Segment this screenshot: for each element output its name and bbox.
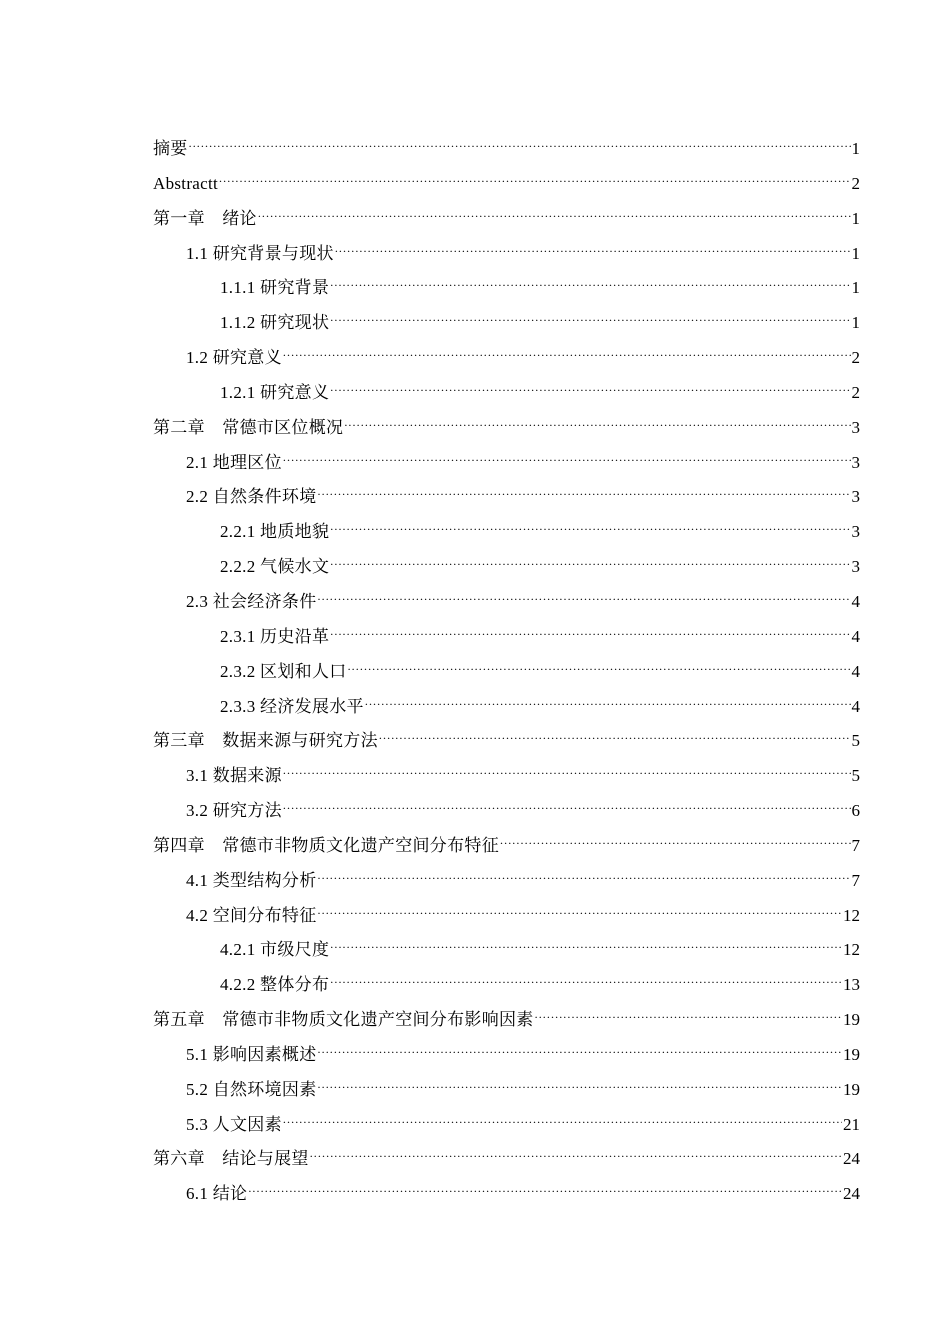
toc-entry-title: 5.3 人文因素 bbox=[186, 1114, 282, 1134]
toc-entry[interactable] bbox=[153, 310, 860, 345]
toc-dot-leader bbox=[330, 276, 850, 293]
toc-entry-title: 4.2 空间分布特征 bbox=[186, 905, 317, 925]
toc-entry-title: 2.2 自然条件环境 bbox=[186, 487, 317, 507]
toc-entry[interactable] bbox=[153, 589, 860, 624]
toc-dot-leader bbox=[248, 1182, 842, 1199]
toc-entry-title: 第一章 绪论 bbox=[153, 208, 257, 228]
toc-entry-page-number: 19 bbox=[843, 1079, 860, 1099]
toc-entry-page-number: 5 bbox=[851, 731, 860, 751]
toc-dot-leader bbox=[330, 311, 850, 328]
toc-entry[interactable] bbox=[153, 554, 860, 589]
toc-entry[interactable] bbox=[153, 659, 860, 694]
toc-entry[interactable] bbox=[153, 345, 860, 380]
toc-dot-leader bbox=[283, 799, 851, 816]
toc-entry-page-number: 1 bbox=[851, 243, 860, 263]
toc-entry[interactable] bbox=[153, 1077, 860, 1112]
toc-entry-title: 1.1.2 研究现状 bbox=[220, 313, 330, 333]
toc-entry-page-number: 2 bbox=[851, 382, 860, 402]
toc-entry-page-number: 4 bbox=[851, 696, 860, 716]
toc-entry-title: 1.2 研究意义 bbox=[186, 348, 282, 368]
toc-entry-page-number: 1 bbox=[851, 208, 860, 228]
toc-dot-leader bbox=[310, 1147, 842, 1164]
toc-entry-title: 摘要 bbox=[153, 139, 188, 158]
toc-entry-page-number: 24 bbox=[843, 1149, 860, 1169]
toc-dot-leader bbox=[258, 207, 851, 224]
toc-entry-page-number: 3 bbox=[851, 417, 860, 437]
toc-entry-page-number: 2 bbox=[851, 173, 860, 193]
toc-entry-title: 第六章 结论与展望 bbox=[153, 1149, 309, 1169]
toc-entry-page-number: 1 bbox=[851, 313, 860, 333]
toc-dot-leader bbox=[335, 242, 851, 259]
toc-entry[interactable] bbox=[153, 1146, 860, 1181]
toc-entry-title: 2.3 社会经济条件 bbox=[186, 591, 317, 611]
toc-dot-leader bbox=[500, 834, 851, 851]
toc-entry[interactable] bbox=[153, 868, 860, 903]
toc-entry[interactable] bbox=[153, 241, 860, 276]
toc-entry[interactable] bbox=[153, 450, 860, 485]
toc-entry[interactable] bbox=[153, 972, 860, 1007]
toc-dot-leader bbox=[330, 938, 842, 955]
toc-dot-leader bbox=[365, 695, 851, 712]
toc-entry-title: 3.1 数据来源 bbox=[186, 766, 282, 786]
toc-entry-page-number: 7 bbox=[851, 835, 860, 855]
toc-entry-page-number: 4 bbox=[851, 626, 860, 646]
toc-entry-page-number: 3 bbox=[851, 557, 860, 577]
toc-entry-title: 2.1 地理区位 bbox=[186, 452, 282, 472]
toc-entry[interactable] bbox=[153, 171, 860, 206]
toc-entry-page-number: 4 bbox=[851, 591, 860, 611]
toc-entry-page-number: 12 bbox=[843, 905, 860, 925]
toc-entry-title: 3.2 研究方法 bbox=[186, 801, 282, 821]
toc-entry-page-number: 13 bbox=[843, 975, 860, 995]
toc-entry-title: 第三章 数据来源与研究方法 bbox=[153, 731, 378, 751]
toc-entry[interactable] bbox=[153, 1042, 860, 1077]
toc-dot-leader bbox=[330, 625, 850, 642]
toc-entry[interactable] bbox=[153, 1112, 860, 1147]
toc-entry[interactable] bbox=[153, 798, 860, 833]
toc-entry[interactable] bbox=[153, 1181, 860, 1216]
toc-entry-title: 5.2 自然环境因素 bbox=[186, 1079, 317, 1099]
toc-entry[interactable] bbox=[153, 206, 860, 241]
toc-dot-leader bbox=[330, 973, 842, 990]
toc-entry[interactable] bbox=[153, 903, 860, 938]
toc-entry-title: 4.2.1 市级尺度 bbox=[220, 940, 330, 960]
toc-entry[interactable] bbox=[153, 833, 860, 868]
toc-dot-leader bbox=[535, 1008, 842, 1025]
toc-dot-leader bbox=[330, 555, 850, 572]
toc-dot-leader bbox=[379, 729, 851, 746]
toc-dot-leader bbox=[283, 1113, 842, 1130]
toc-dot-leader bbox=[318, 869, 851, 886]
toc-dot-leader bbox=[318, 1078, 843, 1095]
toc-entry[interactable] bbox=[153, 694, 860, 729]
toc-entry-page-number: 21 bbox=[843, 1114, 860, 1134]
toc-dot-leader bbox=[189, 137, 851, 154]
toc-entry-page-number: 6 bbox=[851, 801, 860, 821]
toc-dot-leader bbox=[318, 904, 843, 921]
toc-entry-page-number: 7 bbox=[851, 870, 860, 890]
toc-dot-leader bbox=[219, 172, 850, 189]
toc-dot-leader bbox=[344, 416, 850, 433]
toc-entry[interactable] bbox=[153, 275, 860, 310]
toc-entry-page-number: 3 bbox=[851, 452, 860, 472]
toc-dot-leader bbox=[318, 485, 851, 502]
toc-entry[interactable] bbox=[153, 519, 860, 554]
toc-entry-title: 4.2.2 整体分布 bbox=[220, 975, 330, 995]
toc-entry-title: 第二章 常德市区位概况 bbox=[153, 417, 344, 437]
toc-dot-leader bbox=[318, 590, 851, 607]
toc-entry-page-number: 24 bbox=[843, 1184, 860, 1204]
toc-dot-leader bbox=[283, 346, 851, 363]
toc-dot-leader bbox=[348, 660, 851, 677]
toc-dot-leader bbox=[283, 764, 851, 781]
toc-entry-page-number: 3 bbox=[851, 487, 860, 507]
toc-dot-leader bbox=[318, 1043, 843, 1060]
toc-entry[interactable] bbox=[153, 136, 860, 171]
toc-entry[interactable] bbox=[153, 763, 860, 798]
toc-dot-leader bbox=[330, 520, 850, 537]
toc-entry-page-number: 4 bbox=[851, 661, 860, 681]
toc-entry-page-number: 3 bbox=[851, 522, 860, 542]
toc-entry-title: 1.2.1 研究意义 bbox=[220, 382, 330, 402]
toc-entry-title: 4.1 类型结构分析 bbox=[186, 870, 317, 890]
toc-entry-title: 2.3.2 区划和人口 bbox=[220, 661, 347, 681]
toc-entry-title: 1.1 研究背景与现状 bbox=[186, 243, 334, 263]
toc-entry-page-number: 5 bbox=[851, 766, 860, 786]
toc-entry-page-number: 12 bbox=[843, 940, 860, 960]
toc-entry-title: 2.2.1 地质地貌 bbox=[220, 522, 330, 542]
toc-entry[interactable] bbox=[153, 1007, 860, 1042]
toc-entry[interactable] bbox=[153, 484, 860, 519]
toc-entry-title: 第四章 常德市非物质文化遗产空间分布特征 bbox=[153, 835, 499, 855]
toc-entry-page-number: 19 bbox=[843, 1044, 860, 1064]
toc-entry[interactable] bbox=[153, 415, 860, 450]
toc-entry-page-number: 19 bbox=[843, 1010, 860, 1030]
toc-entry[interactable] bbox=[153, 937, 860, 972]
toc-entry[interactable] bbox=[153, 380, 860, 415]
toc-entry-page-number: 2 bbox=[851, 348, 860, 368]
toc-entry-title: 2.3.3 经济发展水平 bbox=[220, 696, 364, 716]
toc-entry-title: 2.3.1 历史沿革 bbox=[220, 626, 330, 646]
toc-entry-title: 1.1.1 研究背景 bbox=[220, 278, 330, 298]
toc-dot-leader bbox=[330, 381, 850, 398]
toc-dot-leader bbox=[283, 451, 851, 468]
toc-entry-page-number: 1 bbox=[851, 139, 860, 158]
toc-entry-title: 第五章 常德市非物质文化遗产空间分布影响因素 bbox=[153, 1010, 534, 1030]
toc-entry[interactable] bbox=[153, 624, 860, 659]
toc-entry-page-number: 1 bbox=[851, 278, 860, 298]
table-of-contents bbox=[153, 136, 860, 1216]
toc-entry-title: 5.1 影响因素概述 bbox=[186, 1044, 317, 1064]
toc-entry-title: 6.1 结论 bbox=[186, 1184, 248, 1204]
toc-entry-title: Abstractt bbox=[153, 173, 219, 193]
toc-entry[interactable] bbox=[153, 728, 860, 763]
toc-entry-title: 2.2.2 气候水文 bbox=[220, 557, 330, 577]
